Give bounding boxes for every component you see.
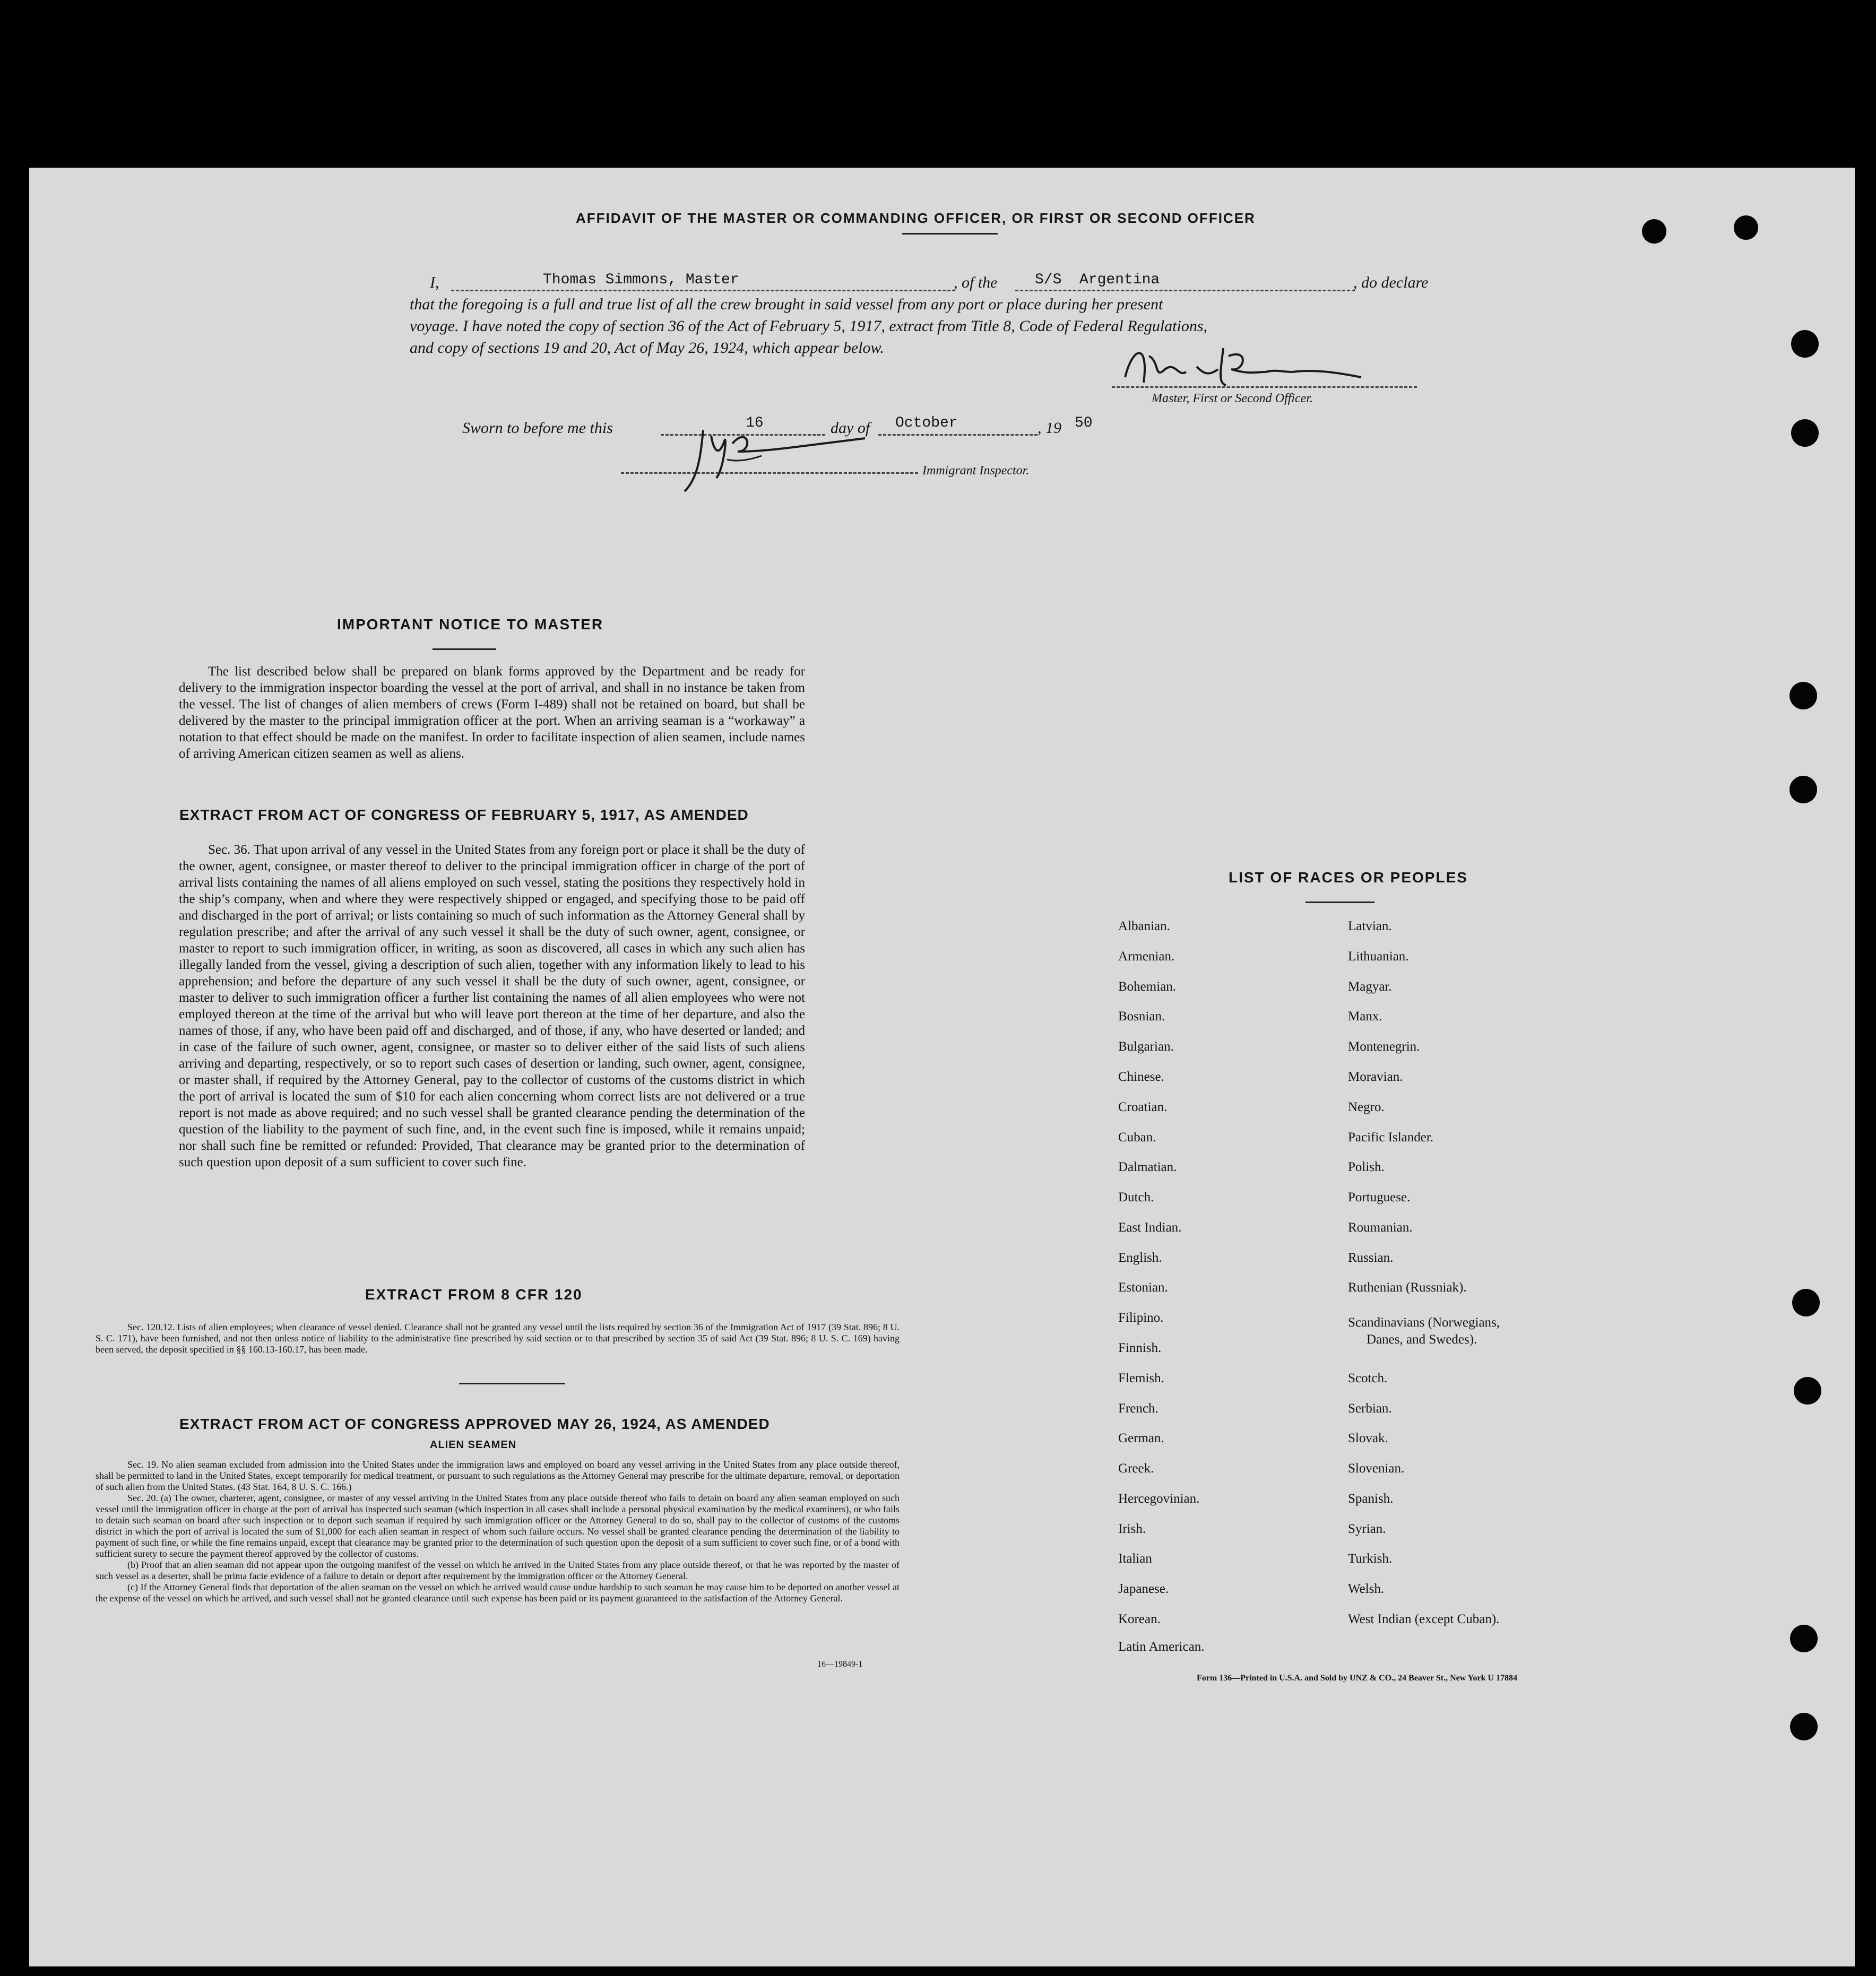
affidavit-line-3: voyage. I have noted the copy of section 36 of the Act of February 5, 1917, extract from Title 8, Code of Federal Regulations, [410, 317, 1208, 335]
master-signature-line [1112, 386, 1417, 388]
race-left: Cuban. [1118, 1130, 1156, 1145]
day-field: 16 [746, 415, 764, 431]
race-left: Estonian. [1118, 1280, 1168, 1295]
month-line [878, 434, 1038, 436]
race-right: Magyar. [1348, 980, 1392, 994]
race-left: Albanian. [1118, 919, 1170, 933]
sworn-label: Sworn to before me this [462, 419, 613, 437]
races-title: LIST OF RACES OR PEOPLES [1229, 869, 1468, 886]
cfr-text: Sec. 120.12. Lists of alien employees; when clearance of vessel denied. Clearance shall not be granted any vessel until the lists required by section 36 of the Immigration Act of 1917 (39 Stat. 896; 8 U. S. C. 171), have been furnished, and not then unless notice of liability to the administrative fine prescribed by said section or to that prescribed by section 35 of said Act (39 Stat. 896; 8 U. S. C. 169) having been served, the deposit specified in §§ 160.13-160.17, has been made. [96, 1322, 900, 1355]
race-left: Croatian. [1118, 1100, 1168, 1114]
month-field: October [895, 415, 958, 431]
race-right: Scandinavians (Norwegians, [1348, 1315, 1500, 1330]
race-right: Turkish. [1348, 1552, 1393, 1566]
race-left: French. [1118, 1401, 1159, 1416]
inspector-signature-line [621, 472, 918, 474]
extract-1924-subtitle: ALIEN SEAMEN [430, 1439, 517, 1451]
punch-hole [1790, 1713, 1818, 1740]
race-right: Latvian. [1348, 919, 1392, 933]
race-left: Finnish. [1118, 1341, 1162, 1355]
vessel-line [1015, 290, 1355, 291]
cfr-body [96, 1322, 900, 1355]
master-signature [1112, 340, 1377, 391]
master-name-line [451, 290, 955, 291]
punch-hole [1794, 1377, 1821, 1405]
year-field: 50 [1075, 415, 1093, 431]
punch-hole [1642, 219, 1666, 244]
race-right: Polish. [1348, 1160, 1385, 1174]
section-20a-text: Sec. 20. (a) The owner, charterer, agent, consignee, or master of any vessel arriving in the United States from any place outside thereof who fails to detain on board any alien seaman employed on such vessel until the immigration officer in charge at the port of arrival has inspected such seaman (which inspection in all cases shall include a personal physical examination by the medical examiners), or who fails to detain such seaman on board after such inspection or to deport such seaman if required by such immigration officer or the Attorney General to do so, shall pay to the collector of customs of the customs district in which the port of arrival is located the sum of $1,000 for each alien seaman in respect of whom such failure occurs. No vessel shall be granted clearance pending the determination of the liability to payment of such fine, or while the fine remains unpaid, except that clearance may be granted prior to the determination of such question upon the deposit of a sum sufficient to cover such fine, or of a bond with sufficient surety to secure the payment thereof approved by the collector of customs. [96, 1493, 900, 1559]
race-right: Moravian. [1348, 1070, 1403, 1084]
race-left: German. [1118, 1431, 1164, 1445]
form-code: 16—19849-1 [817, 1660, 863, 1669]
race-left: Armenian. [1118, 949, 1175, 964]
vessel-field: S/S Argentina [1035, 272, 1160, 288]
race-right: Danes, and Swedes). [1367, 1332, 1477, 1347]
race-left: Chinese. [1118, 1070, 1164, 1084]
affidavit-title: AFFIDAVIT OF THE MASTER OR COMMANDING OFFICER, OR FIRST OR SECOND OFFICER [576, 210, 1256, 226]
form-footer: Form 136—Printed in U.S.A. and Sold by UNZ & CO., 24 Beaver St., New York U 17884 [1197, 1674, 1518, 1683]
title-underline [902, 233, 998, 235]
extract-1924-body [96, 1459, 900, 1604]
affidavit-line-4: and copy of sections 19 and 20, Act of May 26, 1924, which appear below. [410, 339, 884, 357]
of-the-label: , of the [954, 274, 998, 291]
race-right: Welsh. [1348, 1582, 1385, 1596]
race-left: Latin American. [1118, 1640, 1205, 1654]
notice-title: IMPORTANT NOTICE TO MASTER [337, 616, 604, 632]
race-left: Hercegovinian. [1118, 1492, 1200, 1506]
punch-hole [1734, 215, 1758, 240]
punch-hole [1789, 682, 1817, 709]
race-left: Filipino. [1118, 1311, 1164, 1325]
notice-underline [433, 648, 496, 650]
inspector-signature [674, 420, 876, 494]
race-left: Korean. [1118, 1612, 1161, 1626]
extract-1924-title: EXTRACT FROM ACT OF CONGRESS APPROVED MAY 26, 1924, AS AMENDED [179, 1416, 770, 1432]
race-right: Serbian. [1348, 1401, 1392, 1416]
affidavit-line-2: that the foregoing is a full and true list of all the crew brought in said vessel from any port or place during her present [410, 296, 1163, 313]
race-right: Lithuanian. [1348, 949, 1409, 964]
race-left: Bosnian. [1118, 1009, 1165, 1024]
punch-hole [1790, 1625, 1818, 1652]
race-right: Syrian. [1348, 1522, 1386, 1536]
race-right: Negro. [1348, 1100, 1385, 1114]
race-left: English. [1118, 1251, 1162, 1265]
race-right: Manx. [1348, 1009, 1382, 1024]
document-page [29, 168, 1855, 1966]
race-left: Japanese. [1118, 1582, 1169, 1596]
race-left: Bohemian. [1118, 980, 1177, 994]
race-left: East Indian. [1118, 1220, 1182, 1235]
section-20c-text: (c) If the Attorney General finds that deportation of the alien seaman on the vessel on which he arrived would cause undue hardship to such seaman he may cause him to be deported on another vessel at the expense of the vessel on which he arrived, and such vessel shall not be granted clearance until such expense has been paid or its payment guaranteed to the satisfaction of the Attorney General. [96, 1582, 900, 1604]
do-declare-label: , do declare [1353, 274, 1429, 291]
race-right: Scotch. [1348, 1371, 1388, 1385]
race-right: Ruthenian (Russniak). [1348, 1280, 1467, 1295]
race-right: Portuguese. [1348, 1190, 1411, 1204]
punch-hole [1791, 330, 1819, 358]
race-left: Dutch. [1118, 1190, 1154, 1204]
master-name-field: Thomas Simmons, Master [543, 272, 739, 288]
notice-text: The list described below shall be prepared on blank forms approved by the Department and be ready for delivery to the immigration inspector boarding the vessel at the port of arrival, and shall in no instance be taken from the vessel. The list of changes of alien members of crews (Form I-489) shall not be retained on board, but shall be delivered by the master to the principal immigration officer at the port. When an arriving seaman is a “workaway” a notation to that effect should be made on the manifest. In order to facilitate inspection of alien seamen, include names of arriving American citizen seamen as well as aliens. [179, 664, 805, 761]
race-left: Dalmatian. [1118, 1160, 1177, 1174]
punch-hole [1792, 1289, 1820, 1316]
race-right: Montenegrin. [1348, 1039, 1420, 1054]
punch-hole [1789, 776, 1817, 803]
year-prefix-label: , 19 [1038, 419, 1061, 437]
race-left: Italian [1118, 1552, 1152, 1566]
punch-hole [1791, 419, 1819, 447]
notice-body [179, 663, 805, 762]
affidavit-i-prefix: I, [430, 274, 439, 291]
race-right: Roumanian. [1348, 1220, 1413, 1235]
extract-1917-body [179, 842, 805, 1171]
race-left: Flemish. [1118, 1371, 1164, 1385]
day-of-label: day of [831, 419, 870, 437]
race-right: Russian. [1348, 1251, 1394, 1265]
race-left: Greek. [1118, 1461, 1154, 1476]
races-underline [1306, 902, 1374, 903]
cfr-rule [459, 1383, 565, 1384]
race-right: Spanish. [1348, 1492, 1394, 1506]
extract-1917-title: EXTRACT FROM ACT OF CONGRESS OF FEBRUARY 5, 1917, AS AMENDED [179, 807, 749, 823]
section-36-text: Sec. 36. That upon arrival of any vessel in the United States from any foreign port or place it shall be the duty of the owner, agent, consignee, or master thereof to deliver to the principal immigration officer in charge of the port of arrival lists containing the names of all aliens employed on such vessel, stating the positions they respectively hold in the ship’s company, when and where they were respectively shipped or engaged, and specifying those to be paid off and discharged in the port of arrival; or lists containing so much of such information as the Attorney General shall by regulation prescribe; and after the arrival of any such vessel it shall be the duty of such owner, agent, consignee, or master to report to such immigration officer, in writing, as soon as discovered, all cases in which any such alien has illegally landed from the vessel, giving a description of such alien, together with any information likely to lead to his apprehension; and before the departure of any such vessel it shall be the duty of such owner, agent, consignee, or master to deliver to such immigration officer a further list containing the names of all alien employees who were not employed thereon at the time of the arrival but who will leave port thereon at the time of her departure, and also the names of those, if any, who have been paid off and discharged, and of those, if any, who have deserted or landed; and in case of the failure of such owner, agent, consignee, or master so to deliver either of the said lists of such aliens arriving and departing, respectively, or so to report such cases of desertion or landing, such owner, agent, consignee, or master shall, if required by the Attorney General, pay to the collector of customs of the customs district in which the port of arrival is located the sum of $10 for each alien concerning whom correct lists are not delivered or a true report is not made as above required; and no such vessel shall be granted clearance pending the determination of the question of the liability to the payment of such fine, and, in the event such fine is imposed, while it remains unpaid; nor shall such fine be remitted or refunded: Provided, That clearance may be granted prior to the determination of such question upon deposit of a sum sufficient to cover such fine. [179, 843, 805, 1169]
race-right: West Indian (except Cuban). [1348, 1612, 1500, 1626]
race-left: Bulgarian. [1118, 1039, 1174, 1054]
section-19-text: Sec. 19. No alien seaman excluded from admission into the United States under the immigration laws and employed on board any vessel arriving in the United States from any place outside thereof, shall be permitted to land in the United States, except temporarily for medical treatment, or pursuant to such regulations as the Attorney General may prescribe for the ultimate departure, removal, or deportation of such alien from the United States. (43 Stat. 164, 8 U. S. C. 166.) [96, 1459, 900, 1492]
section-20b-text: (b) Proof that an alien seaman did not appear upon the outgoing manifest of the vessel on which he arrived in the United States from any place outside thereof, or that he was reported by the master of such vessel as a deserter, shall be prima facie evidence of a failure to detain or deport after requirement by the immigration officer or the Attorney General. [96, 1559, 900, 1581]
race-right: Slovenian. [1348, 1461, 1405, 1476]
race-right: Pacific Islander. [1348, 1130, 1434, 1145]
race-right: Slovak. [1348, 1431, 1388, 1445]
race-left: Irish. [1118, 1522, 1146, 1536]
master-signature-caption: Master, First or Second Officer. [1152, 392, 1313, 405]
inspector-caption: Immigrant Inspector. [922, 464, 1030, 478]
cfr-title: EXTRACT FROM 8 CFR 120 [365, 1286, 583, 1303]
